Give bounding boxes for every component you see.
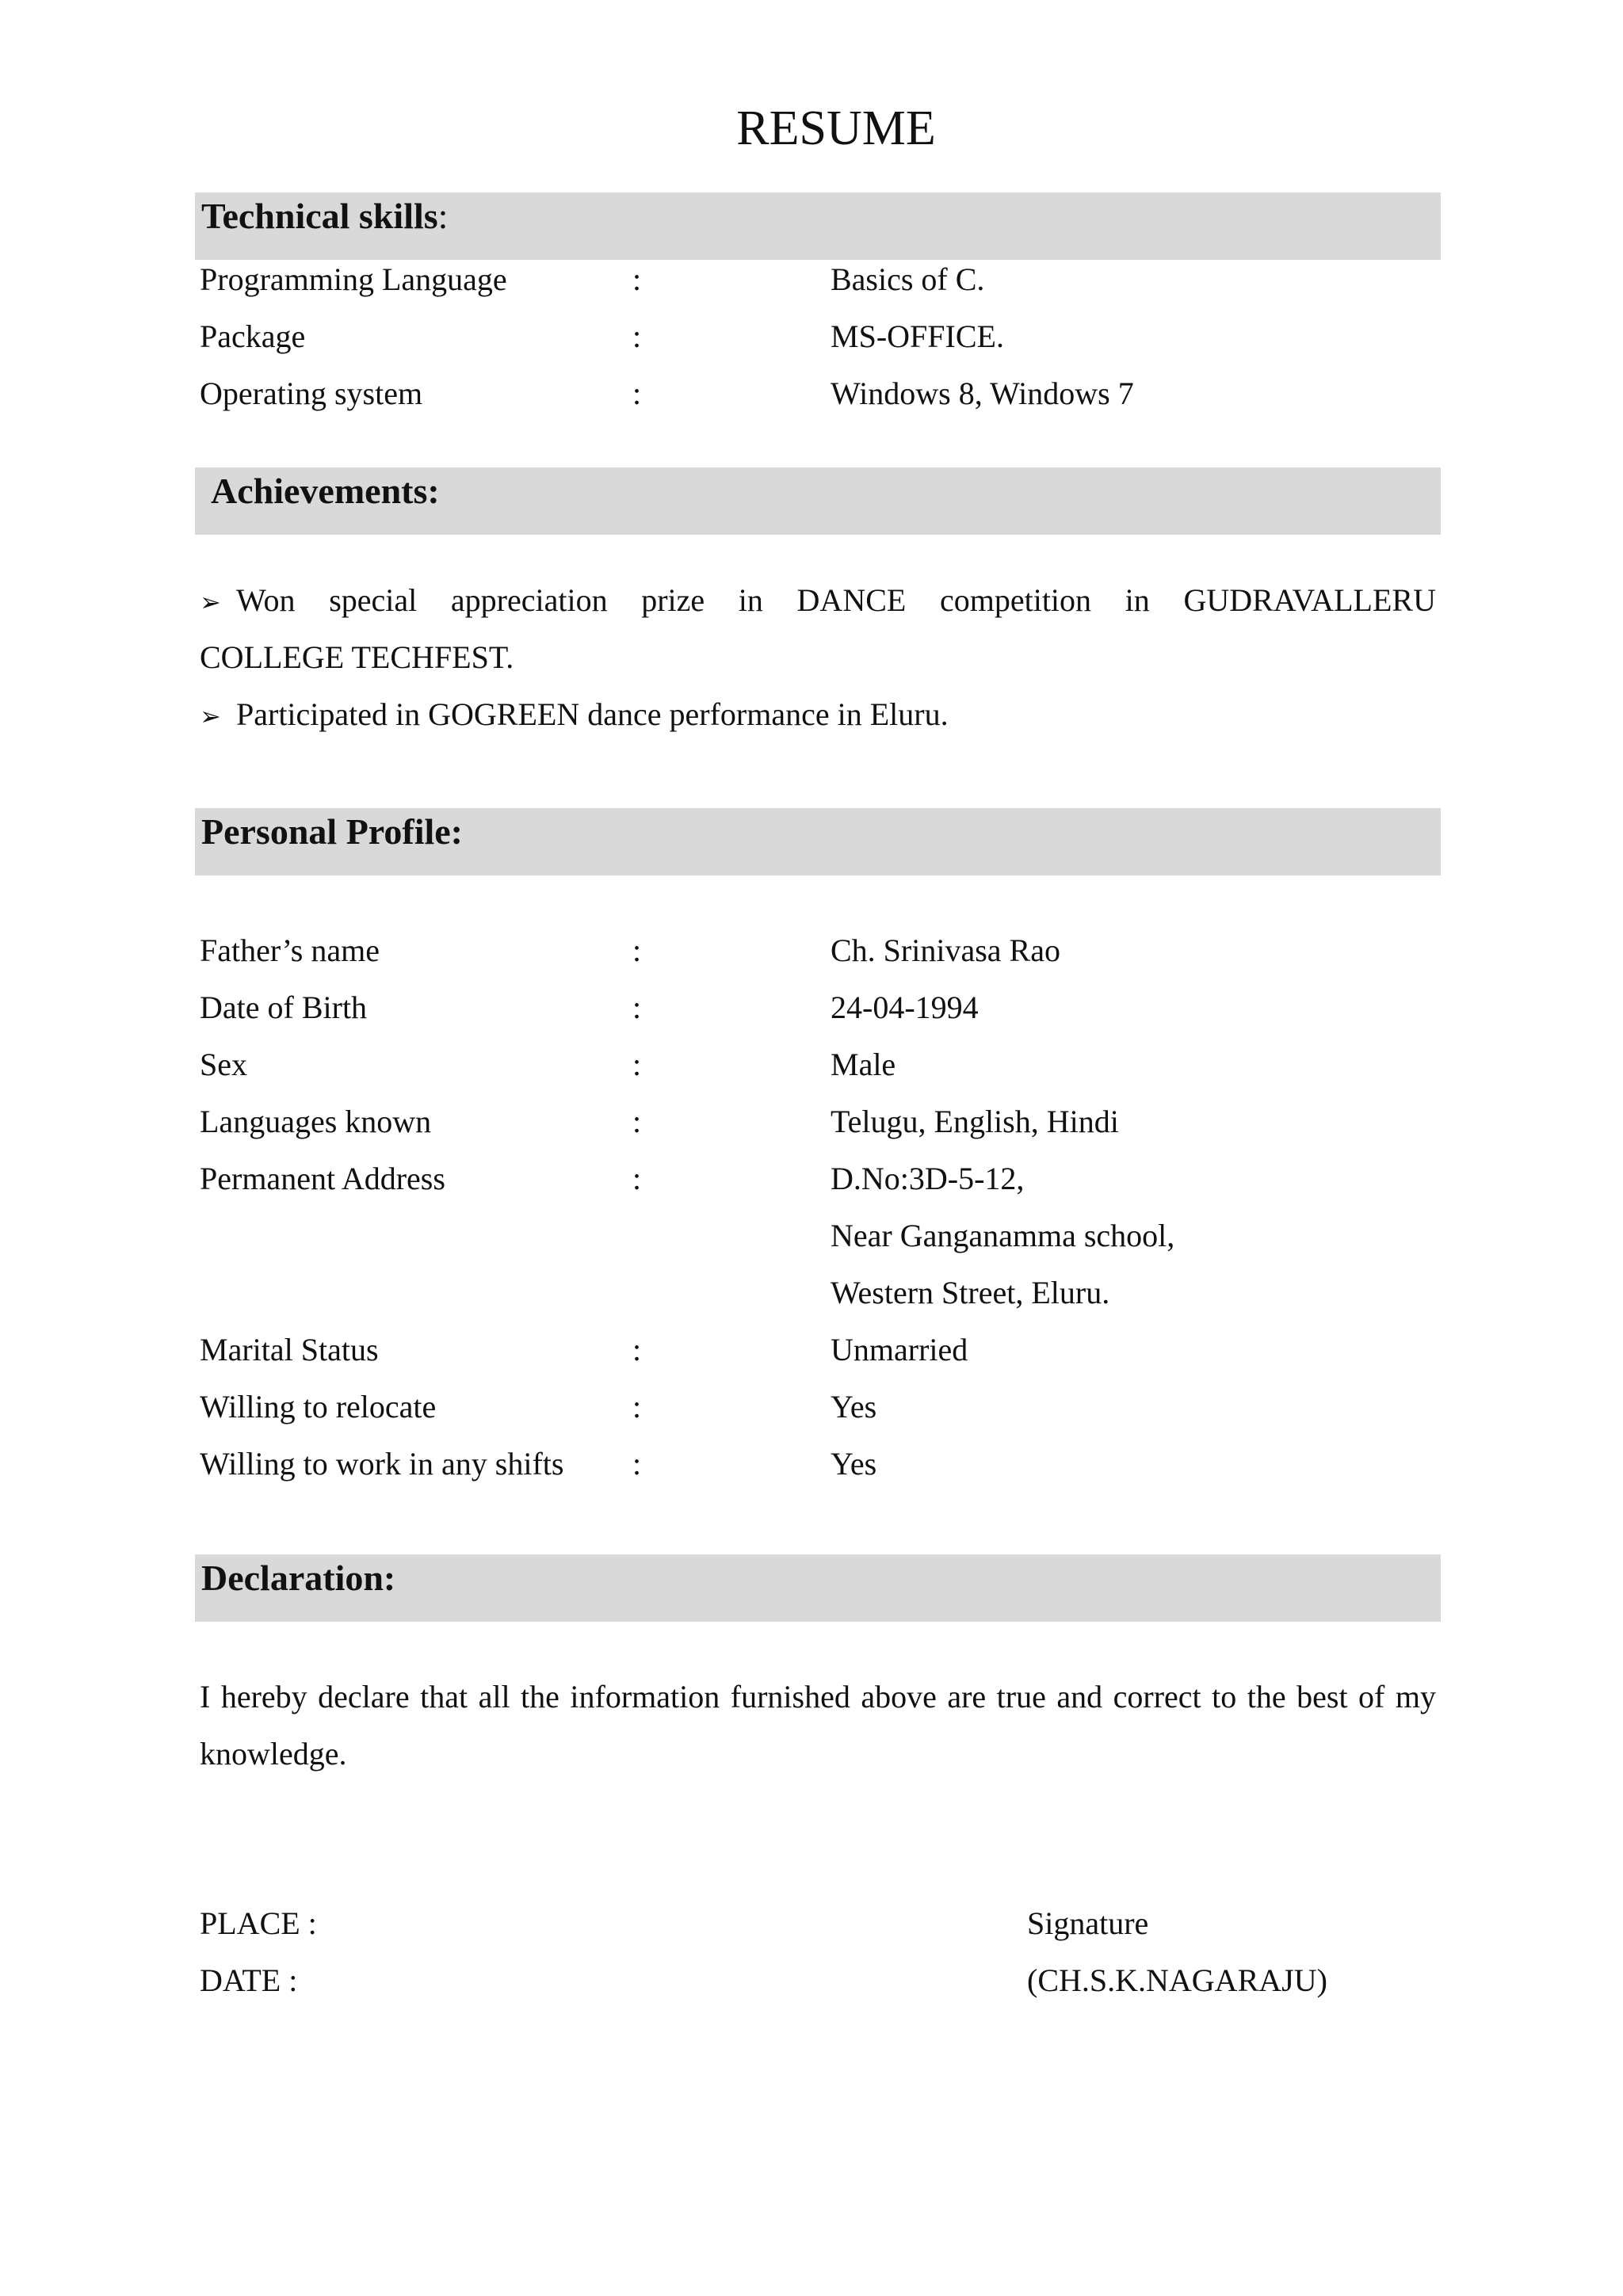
signature-label: Signature	[1027, 1905, 1149, 1941]
profile-row	[0, 1098, 1623, 1155]
profile-label: Willing to relocate	[200, 1389, 437, 1425]
profile-label: Willing to work in any shifts	[200, 1446, 564, 1482]
skill-value: MS-OFFICE.	[831, 318, 1004, 354]
date-label: DATE :	[200, 1962, 298, 1998]
achievement-item-continuation: COLLEGE TECHFEST.	[200, 639, 514, 675]
skill-row	[0, 313, 1623, 370]
arrowhead-bullet-icon: ➢	[200, 701, 221, 731]
skill-separator: :	[632, 376, 642, 411]
personal-profile-heading: Personal Profile:	[195, 808, 1441, 875]
skill-label: Operating system	[200, 376, 423, 411]
profile-value: Yes	[831, 1389, 877, 1425]
declaration-heading: Declaration:	[195, 1554, 1441, 1622]
profile-label: Father’s name	[200, 933, 380, 968]
technical-skills-heading: Technical skills:	[195, 193, 1441, 260]
profile-value: Near Ganganamma school,	[831, 1218, 1175, 1253]
profile-row	[0, 927, 1623, 984]
place-label: PLACE :	[200, 1905, 317, 1941]
profile-separator: :	[632, 1446, 642, 1482]
profile-label: Marital Status	[200, 1332, 379, 1367]
achievement-item: ➢ Won special appreciation prize in DANCE competition in GUDRAVALLERU	[200, 577, 1436, 626]
declaration-text: I hereby declare that all the information furnished above are true and correct to the best of my	[200, 1679, 1436, 1714]
profile-value: Telugu, English, Hindi	[831, 1104, 1119, 1139]
skill-label: Programming Language	[200, 261, 507, 297]
profile-separator: :	[632, 933, 642, 968]
profile-label: Sex	[200, 1047, 247, 1082]
profile-separator: :	[632, 990, 642, 1025]
profile-row	[0, 984, 1623, 1041]
profile-value: Yes	[831, 1446, 877, 1482]
profile-separator: :	[632, 1104, 642, 1139]
profile-row	[0, 1326, 1623, 1383]
profile-label: Permanent Address	[200, 1161, 445, 1196]
profile-separator: :	[632, 1161, 642, 1196]
profile-value: Western Street, Eluru.	[831, 1275, 1110, 1310]
profile-row	[0, 1383, 1623, 1440]
profile-separator: :	[632, 1047, 642, 1082]
profile-value: D.No:3D-5-12,	[831, 1161, 1025, 1196]
profile-label: Date of Birth	[200, 990, 368, 1025]
profile-row	[0, 1269, 1623, 1326]
profile-row	[0, 1212, 1623, 1269]
profile-row	[0, 1155, 1623, 1212]
achievement-item: ➢ Participated in GOGREEN dance performance in Eluru.	[200, 691, 1436, 740]
resume-title: RESUME	[736, 101, 936, 155]
skill-row	[0, 370, 1623, 427]
skill-separator: :	[632, 318, 642, 354]
skill-value: Windows 8, Windows 7	[831, 376, 1134, 411]
skill-label: Package	[200, 318, 306, 354]
skill-row	[0, 256, 1623, 313]
skill-separator: :	[632, 261, 642, 297]
declaration-text-continuation: knowledge.	[200, 1736, 347, 1772]
profile-value: 24-04-1994	[831, 990, 979, 1025]
profile-row	[0, 1440, 1623, 1497]
profile-value: Unmarried	[831, 1332, 968, 1367]
profile-separator: :	[632, 1389, 642, 1425]
profile-value: Ch. Srinivasa Rao	[831, 933, 1060, 968]
profile-label: Languages known	[200, 1104, 432, 1139]
achievements-heading: Achievements:	[195, 467, 1441, 535]
skill-value: Basics of C.	[831, 261, 985, 297]
profile-value: Male	[831, 1047, 896, 1082]
profile-separator: :	[632, 1332, 642, 1367]
signatory-name: (CH.S.K.NAGARAJU)	[1027, 1962, 1327, 1998]
profile-row	[0, 1041, 1623, 1098]
arrowhead-bullet-icon: ➢	[200, 587, 221, 617]
